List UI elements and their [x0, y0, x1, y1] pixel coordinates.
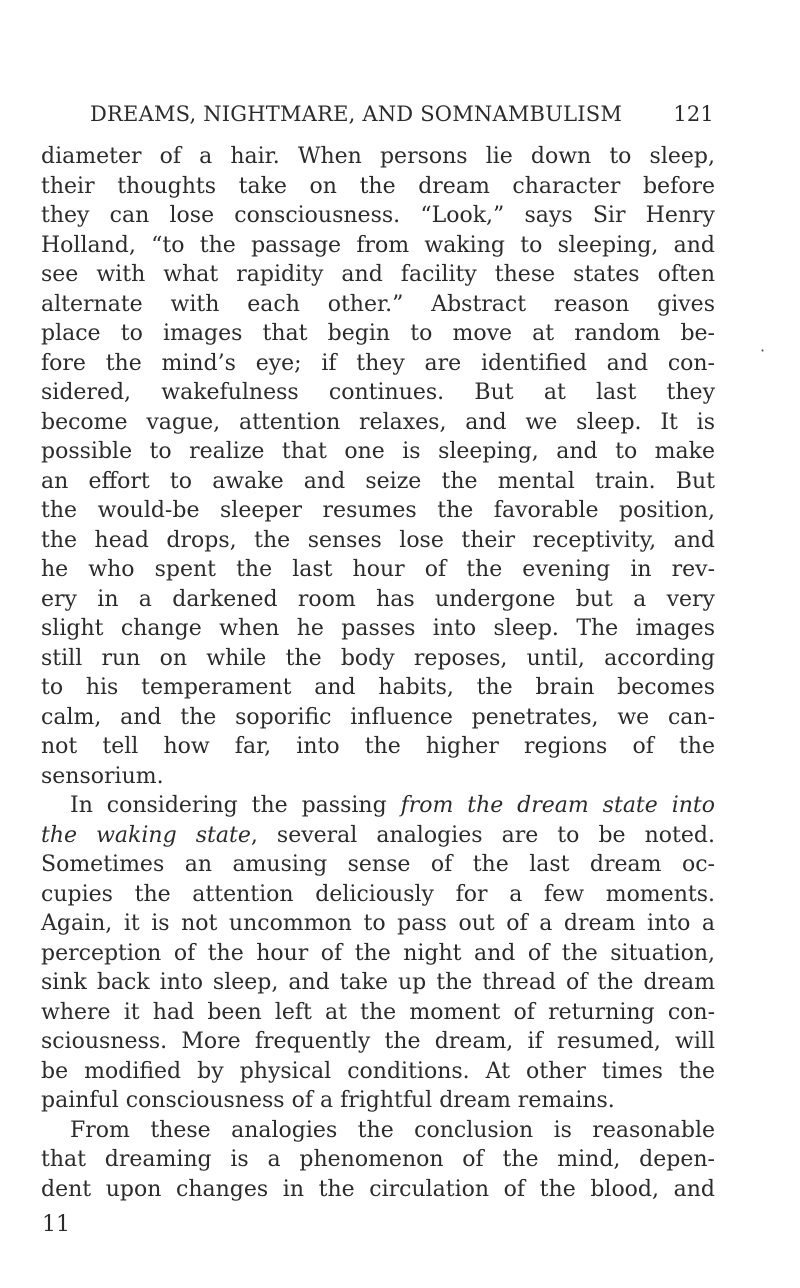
- text-segment: possible to realize that one is sleeping, and to make: [41, 439, 715, 464]
- text-segment: sensorium.: [41, 763, 164, 789]
- text-segment: alternate with each other.” Abstract reason gives: [41, 291, 715, 317]
- text-segment: where it had been left at the moment of returning con-: [41, 999, 715, 1025]
- text-segment: still run on while the body reposes, until, according: [41, 645, 715, 671]
- text-line: [41, 968, 715, 998]
- text-line: [41, 496, 715, 526]
- text-segment: that dreaming is a phenomenon of the mind, depen-: [41, 1147, 715, 1172]
- text-segment: fore the mind’s eye; if they are identified and con-: [41, 350, 715, 376]
- text-line: [41, 644, 715, 674]
- text-line: [41, 172, 715, 202]
- text-line: [41, 732, 715, 762]
- text-line: [41, 1116, 715, 1146]
- text-line: [41, 1027, 715, 1057]
- text-line: [41, 142, 715, 172]
- running-head: [90, 99, 714, 129]
- text-segment: become vague, attention relaxes, and we sleep. It is: [41, 409, 715, 435]
- text-segment: place to images that begin to move at random be-: [41, 321, 715, 346]
- text-line: [41, 319, 715, 349]
- running-title: DREAMS, NIGHTMARE, AND SOMNAMBULISM: [90, 102, 623, 126]
- signature-mark: 11: [42, 1212, 70, 1237]
- text-segment: Sometimes an amusing sense of the last dream oc-: [41, 852, 715, 877]
- text-segment: Again, it is not uncommon to pass out of a dream into a: [41, 911, 715, 936]
- text-segment: to his temperament and habits, the brain becomes: [41, 675, 715, 700]
- text-line: [41, 201, 715, 231]
- text-line: [41, 791, 715, 821]
- text-segment: not tell how far, into the higher regions of the: [41, 734, 715, 759]
- text-segment: sciousness. More frequently the dream, if resumed, will: [41, 1029, 715, 1054]
- text-line: [41, 614, 715, 644]
- text-segment: Holland, “to the passage from waking to sleeping, and: [41, 232, 715, 258]
- text-segment: diameter of a hair. When persons lie down to sleep,: [41, 144, 715, 169]
- italic-phrase: the waking state: [41, 822, 251, 848]
- text-line: [41, 998, 715, 1028]
- text-line: [41, 1057, 715, 1087]
- text-segment: cupies the attention deliciously for a few moments.: [41, 881, 715, 907]
- text-segment: their thoughts take on the dream character before: [41, 173, 715, 199]
- text-segment: they can lose consciousness. “Look,” says Sir Henry: [41, 203, 715, 228]
- text-segment: , several analogies are to be noted.: [250, 822, 715, 848]
- text-segment: perception of the hour of the night and of the situation,: [41, 940, 715, 966]
- text-line: [41, 231, 715, 261]
- text-line: [41, 1086, 715, 1116]
- text-line: [41, 1175, 715, 1205]
- text-line: [41, 939, 715, 969]
- text-line: [41, 850, 715, 880]
- text-line: [41, 821, 715, 851]
- text-line: [41, 909, 715, 939]
- text-segment: sink back into sleep, and take up the thread of the dream: [41, 970, 715, 995]
- text-line: [41, 703, 715, 733]
- text-segment: he who spent the last hour of the evening in rev-: [41, 557, 715, 582]
- text-line: [41, 673, 715, 703]
- text-segment: In considering the passing: [70, 793, 401, 818]
- text-line: [41, 408, 715, 438]
- text-line: [41, 290, 715, 320]
- text-line: [41, 585, 715, 615]
- text-line: [41, 467, 715, 497]
- body-text: [41, 142, 715, 1204]
- text-line: [41, 378, 715, 408]
- text-line: [41, 880, 715, 910]
- text-line: [41, 437, 715, 467]
- text-segment: painful consciousness of a frightful dream remains.: [41, 1088, 615, 1113]
- text-segment: sidered, wakefulness continues. But at last they: [41, 380, 715, 405]
- text-segment: see with what rapidity and facility these states often: [41, 262, 715, 287]
- text-line: [41, 260, 715, 290]
- text-line: [41, 762, 715, 792]
- page-number: 121: [673, 102, 714, 126]
- text-line: [41, 555, 715, 585]
- italic-phrase: from the dream state into: [400, 793, 715, 818]
- text-segment: ery in a darkened room has undergone but a very: [41, 586, 715, 612]
- text-line: [41, 526, 715, 556]
- text-segment: From these analogies the conclusion is reasonable: [70, 1117, 715, 1143]
- text-segment: slight change when he passes into sleep. The images: [41, 616, 715, 641]
- text-segment: calm, and the soporific influence penetrates, we can-: [41, 704, 715, 730]
- text-segment: dent upon changes in the circulation of the blood, and: [41, 1176, 715, 1202]
- text-line: [41, 349, 715, 379]
- text-segment: an effort to awake and seize the mental train. But: [41, 468, 715, 494]
- text-segment: be modified by physical conditions. At other times the: [41, 1058, 715, 1084]
- margin-dot: ·: [760, 341, 766, 360]
- text-segment: the head drops, the senses lose their receptivity, and: [41, 527, 715, 553]
- text-segment: the would-be sleeper resumes the favorable position,: [41, 498, 715, 523]
- text-line: [41, 1145, 715, 1175]
